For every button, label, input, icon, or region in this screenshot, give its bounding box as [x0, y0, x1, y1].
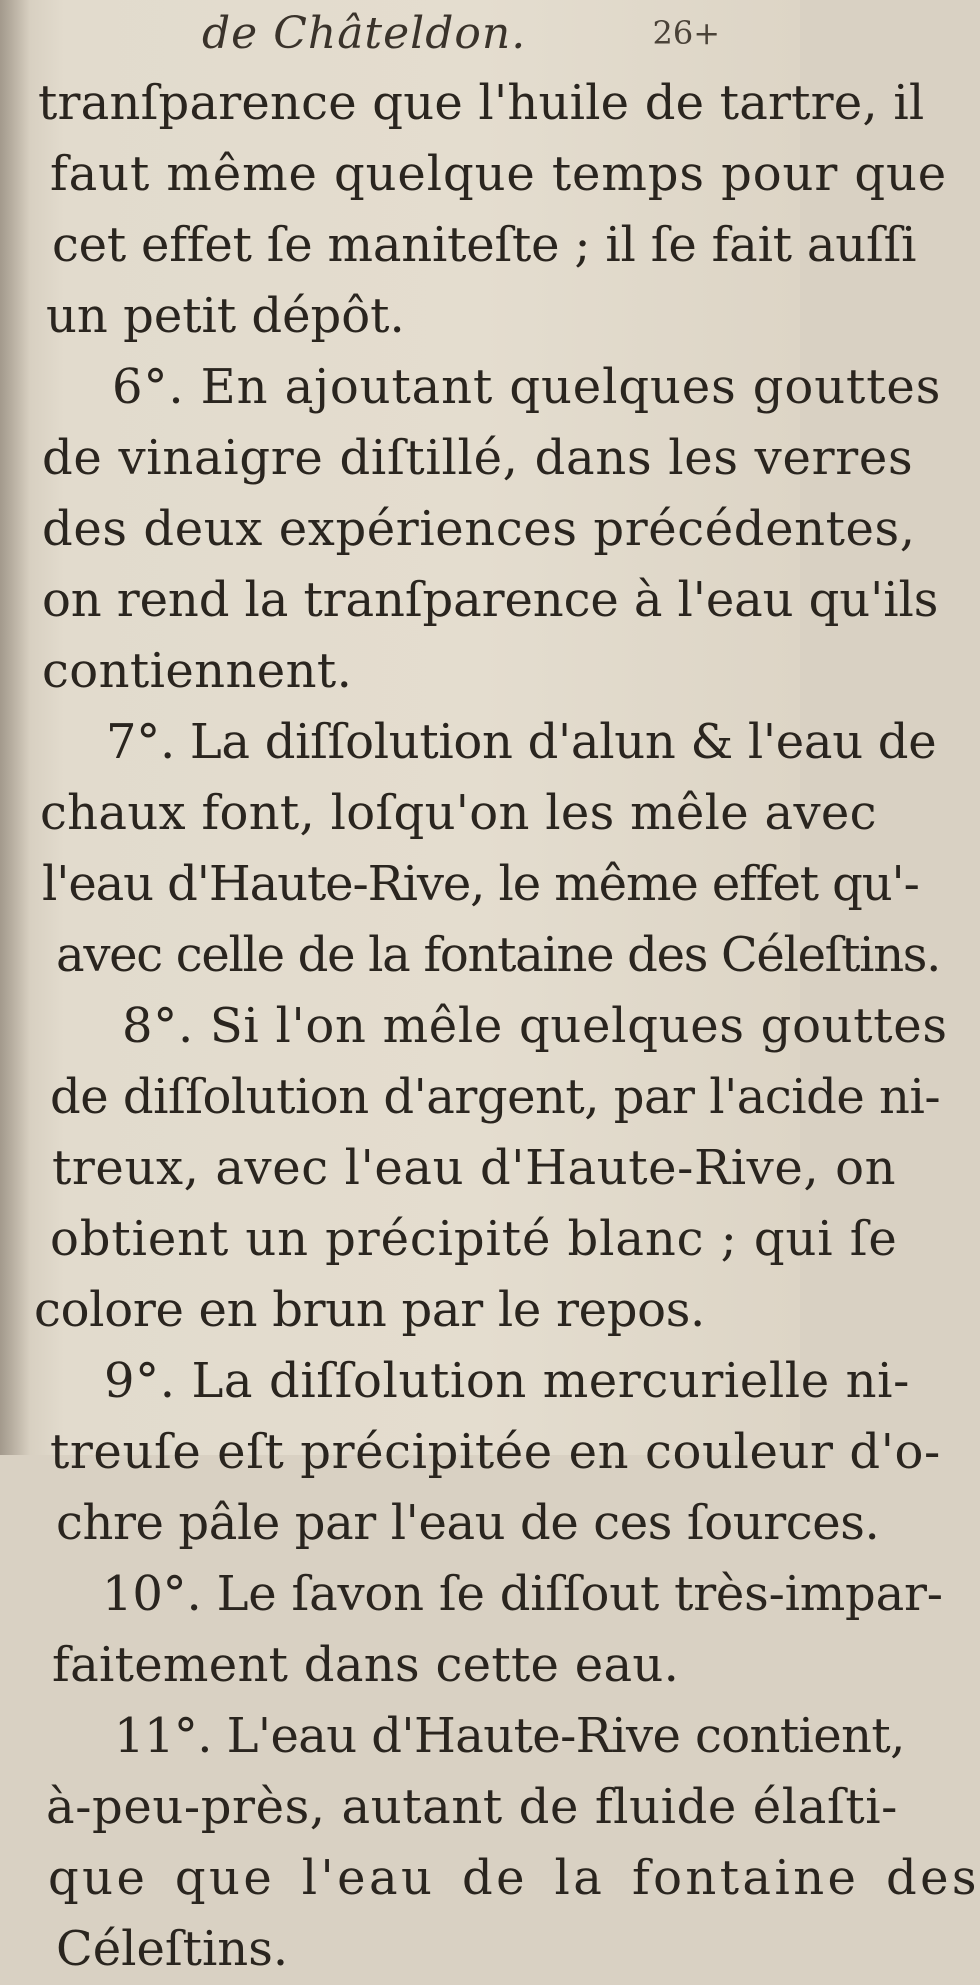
page-number: 26+ — [652, 14, 720, 52]
text-line: Céleſtins. — [56, 1921, 289, 1977]
text-line: faitement dans cette eau. — [52, 1637, 680, 1693]
text-line: 7°. La diſſolution d'alun & l'eau de — [106, 714, 937, 770]
running-head — [130, 8, 720, 64]
text-line: un petit dépôt. — [46, 288, 405, 344]
text-line: 11°. L'eau d'Haute-Rive contient, — [114, 1708, 905, 1764]
running-head-title: de Châteldon. — [202, 8, 527, 59]
text-line: chaux font, loſqu'on les mêle avec — [40, 785, 877, 841]
text-line: chre pâle par l'eau de ces ſources. — [56, 1495, 880, 1551]
text-line: obtient un précipité blanc ; qui ſe — [50, 1211, 898, 1267]
text-line: des deux expériences précédentes, — [42, 501, 916, 557]
text-line: de vinaigre diſtillé, dans les verres — [42, 430, 914, 486]
text-line: 6°. En ajoutant quelques gouttes — [112, 359, 942, 415]
text-line: 10°. Le ſavon ſe diſſout très-impar- — [102, 1566, 943, 1622]
text-line: contiennent. — [42, 643, 353, 699]
text-line: l'eau d'Haute-Rive, le même effet qu'- — [42, 856, 919, 912]
text-line: avec celle de la fontaine des Céleſtins. — [56, 927, 941, 983]
text-line: de diſſolution d'argent, par l'acide ni- — [50, 1069, 941, 1125]
text-line: 9°. La diſſolution mercurielle ni- — [104, 1353, 910, 1409]
text-line: treux, avec l'eau d'Haute-Rive, on — [52, 1140, 897, 1196]
body-text — [0, 68, 980, 1985]
text-line: cet effet ſe maniteſte ; il ſe fait auſſi — [52, 217, 917, 273]
text-line: colore en brun par le repos. — [34, 1282, 706, 1338]
text-line: tranſparence que l'huile de tartre, il — [38, 75, 925, 131]
text-line: 8°. Si l'on mêle quelques gouttes — [122, 998, 948, 1054]
text-line: à-peu-près, autant de fluide élaſti- — [46, 1779, 898, 1835]
text-line: on rend la tranſparence à l'eau qu'ils — [42, 572, 939, 628]
text-line: faut même quelque temps pour que — [50, 146, 948, 202]
text-line: treuſe eſt précipitée en couleur d'o- — [50, 1424, 941, 1480]
text-line: que que l'eau de la fontaine des — [48, 1850, 980, 1906]
